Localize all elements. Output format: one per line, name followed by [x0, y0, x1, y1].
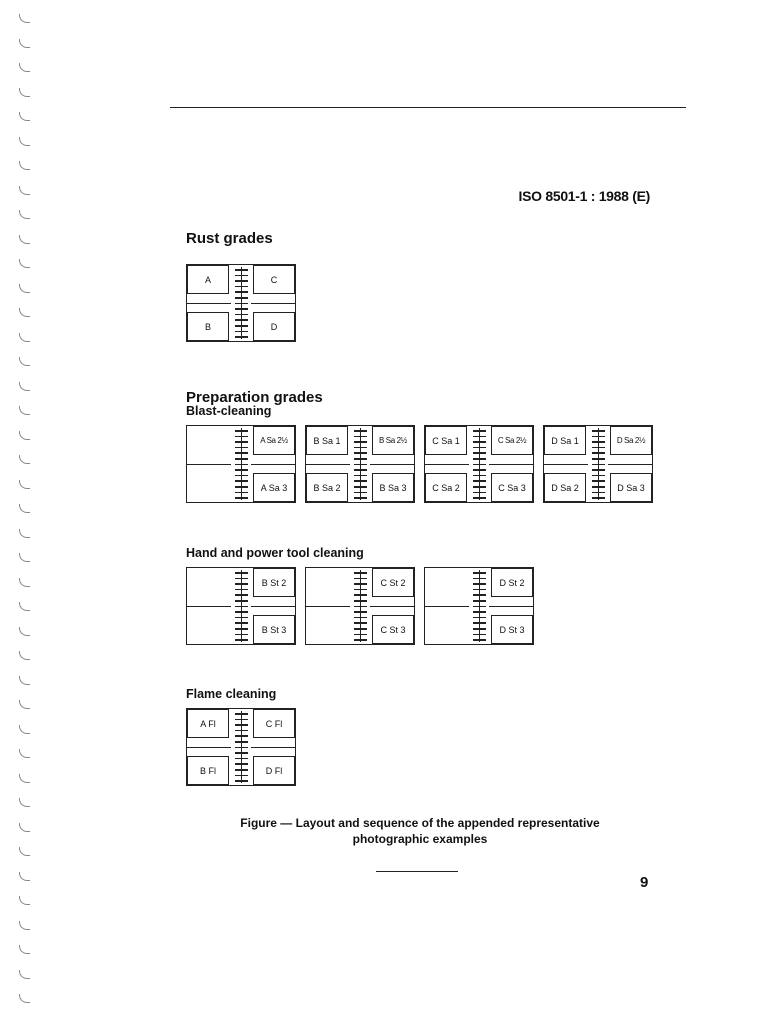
spine-tick — [235, 492, 248, 494]
divider-line — [489, 464, 533, 465]
binding-mark — [19, 725, 30, 734]
spine-tick — [235, 639, 248, 641]
figure-caption — [0, 815, 768, 847]
divider-line — [187, 303, 231, 304]
spine-tick — [473, 441, 486, 443]
spine-tick — [235, 594, 248, 596]
spine-tick — [235, 572, 248, 574]
caption-line-2: photographic examples — [352, 832, 488, 846]
spine-tick — [235, 606, 248, 608]
spine-tick — [235, 475, 248, 477]
spine-tick — [235, 713, 248, 715]
binding-mark — [19, 847, 30, 856]
rust-grades-title: Rust grades — [186, 230, 273, 247]
spread — [186, 567, 296, 645]
binding-mark — [19, 14, 30, 23]
binding-mark — [19, 210, 30, 219]
spine-tick — [473, 589, 486, 591]
photo-slot-label — [187, 473, 229, 502]
photo-slot-label — [187, 568, 229, 597]
spine-tick — [235, 314, 248, 316]
spine-tick — [354, 486, 367, 488]
divider-line — [251, 747, 295, 748]
photo-slot-label: D Sa 1 — [544, 426, 586, 455]
spine-tick — [235, 578, 248, 580]
spine-tick — [473, 436, 486, 438]
spine-tick — [235, 752, 248, 754]
binding-mark — [19, 455, 30, 464]
binding-mark — [19, 39, 30, 48]
photo-slot-label: A Fl — [187, 709, 229, 738]
binding-mark — [19, 945, 30, 954]
divider-line — [370, 606, 414, 607]
divider-line — [251, 606, 295, 607]
spine-tick — [235, 291, 248, 293]
divider-line — [251, 303, 295, 304]
spine-tick — [354, 600, 367, 602]
photo-slot-label: A — [187, 265, 229, 294]
spine-tick — [235, 583, 248, 585]
spine-tick — [592, 486, 605, 488]
spine-tick — [592, 452, 605, 454]
spine-tick — [354, 458, 367, 460]
photo-slot-label — [306, 615, 348, 644]
photo-slot-label: B Sa 2½ — [372, 426, 414, 455]
spine-tick — [235, 769, 248, 771]
spine-tick — [592, 469, 605, 471]
spine-tick — [473, 600, 486, 602]
spine-tick — [354, 606, 367, 608]
spine-tick — [235, 303, 248, 305]
divider-line — [544, 464, 588, 465]
spine-tick — [354, 441, 367, 443]
spine-tick — [473, 639, 486, 641]
binding-mark — [19, 63, 30, 72]
photo-slot-label: C St 2 — [372, 568, 414, 597]
spine-tick — [473, 447, 486, 449]
binding-mark — [19, 676, 30, 685]
spine-tick — [235, 269, 248, 271]
spine-tick — [354, 622, 367, 624]
binding-mark — [19, 186, 30, 195]
spine-tick — [592, 475, 605, 477]
photo-slot-label — [425, 568, 467, 597]
binding-mark — [19, 578, 30, 587]
photo-slot-label: B St 3 — [253, 615, 295, 644]
spine-tick — [235, 336, 248, 338]
spine-tick — [235, 741, 248, 743]
spine-tick — [235, 763, 248, 765]
binding-mark — [19, 284, 30, 293]
photo-slot-label: B St 2 — [253, 568, 295, 597]
photo-slot-label: B Fl — [187, 756, 229, 785]
binding-mark — [19, 921, 30, 930]
spine-tick — [354, 628, 367, 630]
spine-tick — [235, 589, 248, 591]
spine-tick — [473, 606, 486, 608]
binding-mark — [19, 382, 30, 391]
spine-tick — [235, 735, 248, 737]
spine-tick — [235, 280, 248, 282]
spine-tick — [235, 730, 248, 732]
spine-tick — [235, 486, 248, 488]
caption-line-1: Figure — Layout and sequence of the appended representative — [240, 816, 600, 830]
spine-tick — [235, 758, 248, 760]
spine-tick — [235, 480, 248, 482]
photo-slot-label: D St 2 — [491, 568, 533, 597]
binding-mark — [19, 431, 30, 440]
spread — [543, 425, 653, 503]
photo-slot-label: D Sa 2½ — [610, 426, 652, 455]
spine-tick — [592, 436, 605, 438]
spine-tick — [235, 447, 248, 449]
spine-tick — [354, 578, 367, 580]
spine-tick — [473, 634, 486, 636]
spine-tick — [354, 572, 367, 574]
binding-mark — [19, 504, 30, 513]
binding-mark — [19, 333, 30, 342]
photo-slot-label: D Fl — [253, 756, 295, 785]
binding-mark — [19, 235, 30, 244]
spine-tick — [473, 430, 486, 432]
spine-tick — [235, 452, 248, 454]
spread — [305, 425, 415, 503]
spine-tick — [592, 458, 605, 460]
spine-tick — [354, 617, 367, 619]
spine-tick — [473, 452, 486, 454]
spine-tick — [235, 747, 248, 749]
spine-tick — [473, 497, 486, 499]
binding-mark — [19, 259, 30, 268]
binding-mark — [19, 994, 30, 1003]
spine-tick — [473, 486, 486, 488]
divider-line — [187, 747, 231, 748]
spine-tick — [354, 452, 367, 454]
spine-tick — [354, 497, 367, 499]
spine-tick — [235, 308, 248, 310]
photo-slot-label: B — [187, 312, 229, 341]
preparation-grades-title: Preparation grades — [186, 389, 323, 406]
spine-tick — [354, 589, 367, 591]
spine-tick — [235, 430, 248, 432]
spread — [305, 567, 415, 645]
spine-tick — [473, 458, 486, 460]
spine-tick — [235, 600, 248, 602]
spine-tick — [235, 325, 248, 327]
spine-tick — [592, 497, 605, 499]
divider-line — [187, 606, 231, 607]
spine-tick — [354, 634, 367, 636]
spine-tick — [473, 622, 486, 624]
spine-tick — [592, 464, 605, 466]
photo-slot-label: C Fl — [253, 709, 295, 738]
spine-tick — [473, 578, 486, 580]
spine-tick — [354, 492, 367, 494]
spread — [186, 264, 296, 342]
spine-tick — [235, 724, 248, 726]
spine-tick — [235, 775, 248, 777]
spine-tick — [592, 480, 605, 482]
photo-slot-label: C Sa 2½ — [491, 426, 533, 455]
spine-tick — [235, 780, 248, 782]
spine-tick — [235, 319, 248, 321]
photo-slot-label: A Sa 2½ — [253, 426, 295, 455]
page-number: 9 — [640, 874, 649, 891]
binding-mark — [19, 88, 30, 97]
photo-slot-label: C St 3 — [372, 615, 414, 644]
footer-rule — [376, 871, 458, 872]
spine-tick — [354, 464, 367, 466]
binding-mark — [19, 798, 30, 807]
binding-mark — [19, 112, 30, 121]
spread — [186, 425, 296, 503]
binding-mark — [19, 357, 30, 366]
spine-tick — [235, 719, 248, 721]
spine-tick — [235, 441, 248, 443]
spine-tick — [354, 447, 367, 449]
spine-tick — [473, 611, 486, 613]
photo-slot-label: D Sa 2 — [544, 473, 586, 502]
spine-tick — [354, 594, 367, 596]
divider-line — [306, 464, 350, 465]
spine-tick — [473, 628, 486, 630]
binding-mark — [19, 627, 30, 636]
spine-tick — [235, 436, 248, 438]
binding-mark — [19, 651, 30, 660]
spine-tick — [473, 572, 486, 574]
spine-tick — [354, 583, 367, 585]
spine-tick — [354, 469, 367, 471]
spine-tick — [235, 622, 248, 624]
spine-tick — [592, 430, 605, 432]
spine-tick — [235, 275, 248, 277]
spread — [424, 425, 534, 503]
spine-tick — [235, 469, 248, 471]
spine-tick — [235, 458, 248, 460]
photo-slot-label — [187, 426, 229, 455]
hand-tool-cleaning-title: Hand and power tool cleaning — [186, 546, 364, 560]
divider-line — [370, 464, 414, 465]
photo-slot-label: C Sa 2 — [425, 473, 467, 502]
spine-tick — [473, 480, 486, 482]
spine-tick — [235, 611, 248, 613]
binding-mark — [19, 406, 30, 415]
spine-tick — [354, 639, 367, 641]
spine-tick — [235, 497, 248, 499]
spine-tick — [473, 464, 486, 466]
photo-slot-label: C Sa 1 — [425, 426, 467, 455]
spine-tick — [354, 436, 367, 438]
spine-tick — [592, 441, 605, 443]
spine-tick — [473, 594, 486, 596]
binding-mark — [19, 553, 30, 562]
spine-tick — [473, 469, 486, 471]
spine-tick — [354, 611, 367, 613]
binding-mark — [19, 161, 30, 170]
standard-header: ISO 8501-1 : 1988 (E) — [518, 188, 650, 204]
divider-line — [251, 464, 295, 465]
binding-mark — [19, 602, 30, 611]
binding-mark — [19, 896, 30, 905]
blast-cleaning-title: Blast-cleaning — [186, 404, 272, 418]
photo-slot-label: B Sa 1 — [306, 426, 348, 455]
photo-slot-label: D Sa 3 — [610, 473, 652, 502]
spine-tick — [235, 634, 248, 636]
spine-tick — [473, 617, 486, 619]
photo-slot-label: D — [253, 312, 295, 341]
divider-line — [187, 464, 231, 465]
binding-mark — [19, 970, 30, 979]
binding-mark — [19, 529, 30, 538]
spine-tick — [592, 447, 605, 449]
spine-tick — [473, 492, 486, 494]
photo-slot-label — [306, 568, 348, 597]
spine-tick — [592, 492, 605, 494]
photo-slot-label: D St 3 — [491, 615, 533, 644]
spine-tick — [235, 286, 248, 288]
spine-tick — [354, 480, 367, 482]
spine-tick — [235, 297, 248, 299]
binding-mark — [19, 749, 30, 758]
divider-line — [608, 464, 652, 465]
photo-slot-label: C Sa 3 — [491, 473, 533, 502]
photo-slot-label: C — [253, 265, 295, 294]
photo-slot-label — [425, 615, 467, 644]
photo-slot-label: B Sa 3 — [372, 473, 414, 502]
spine-tick — [473, 475, 486, 477]
binding-mark — [19, 137, 30, 146]
divider-line — [489, 606, 533, 607]
top-rule — [170, 107, 686, 108]
spine-tick — [235, 464, 248, 466]
binding-mark — [19, 872, 30, 881]
spine-tick — [235, 628, 248, 630]
spread — [186, 708, 296, 786]
spine-tick — [235, 617, 248, 619]
flame-cleaning-title: Flame cleaning — [186, 687, 277, 701]
divider-line — [425, 606, 469, 607]
binding-mark — [19, 480, 30, 489]
photo-slot-label — [187, 615, 229, 644]
spine-tick — [354, 430, 367, 432]
photo-slot-label: B Sa 2 — [306, 473, 348, 502]
spread — [424, 567, 534, 645]
binding-mark — [19, 308, 30, 317]
binding-mark — [19, 700, 30, 709]
photo-slot-label: A Sa 3 — [253, 473, 295, 502]
spine-tick — [354, 475, 367, 477]
binding-mark — [19, 774, 30, 783]
spine-tick — [235, 331, 248, 333]
spine-tick — [473, 583, 486, 585]
divider-line — [306, 606, 350, 607]
divider-line — [425, 464, 469, 465]
